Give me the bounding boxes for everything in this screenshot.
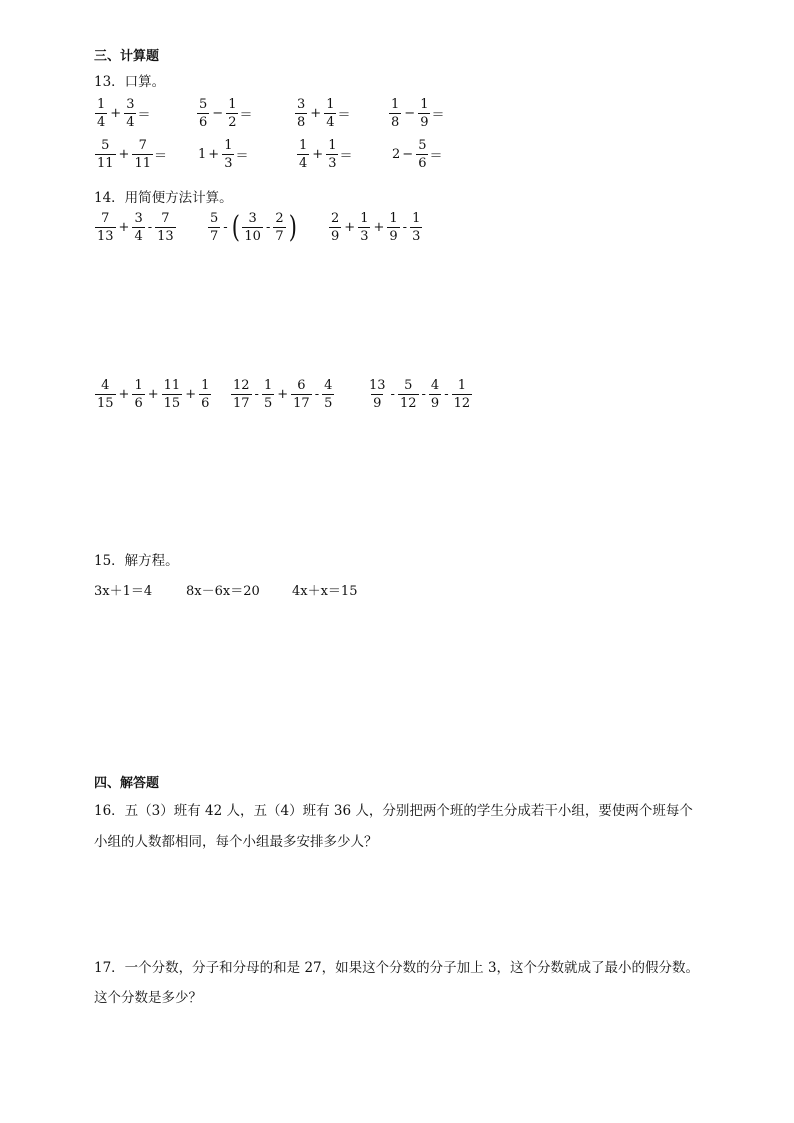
fraction: $\frac{1}{6}$ xyxy=(201,378,210,411)
simplify-expr-6: $\frac{13}{9}$ - $\frac{5}{12}$ - $\frac{4}{9}$ - $\frac{1}{12}$ xyxy=(369,378,471,411)
fraction: $\frac{7}{13}$ xyxy=(97,211,114,244)
fraction: $\frac{3}{10}$ xyxy=(244,211,261,244)
oral-calc-1: $\frac{1}{4}$ + $\frac{3}{4}$ ＝ xyxy=(97,97,151,130)
fraction: $\frac{4}{5}$ xyxy=(324,378,333,411)
fraction: $\frac{1}{3}$ xyxy=(412,211,421,244)
fraction: $\frac{4}{15}$ xyxy=(97,378,114,411)
fraction: $\frac{2}{7}$ xyxy=(275,211,284,244)
fraction: $\frac{4}{9}$ xyxy=(430,378,440,411)
fraction: $\frac{5}{7}$ xyxy=(210,211,219,244)
oral-calc-5: $\frac{5}{11}$ + $\frac{7}{11}$ ＝ xyxy=(97,138,168,171)
fraction: $\frac{11}{15}$ xyxy=(163,378,181,411)
fraction: $\frac{1}{2}$ xyxy=(228,97,237,130)
question-17-line-2: 这个分数是多少？ xyxy=(94,990,202,1006)
fraction: $\frac{3}{4}$ xyxy=(134,211,143,244)
oral-calc-2: $\frac{5}{6}$ − $\frac{1}{2}$ ＝ xyxy=(199,97,253,130)
question-17-line-1: 17．一个分数，分子和分母的和是 27，如果这个分数的分子加上 3，这个分数就成了最小的假分数。 xyxy=(94,960,700,976)
fraction: $\frac{1}{4}$ xyxy=(97,97,106,130)
simplify-expr-4: $\frac{4}{15}$ + $\frac{1}{6}$ + $\frac{11}{15}$ + $\frac{1}{6}$ xyxy=(97,378,210,411)
question-14-label: 14．用简便方法计算。 xyxy=(94,190,233,206)
section-title-word-problems: 四、解答题 xyxy=(94,776,160,791)
fraction: $\frac{1}{5}$ xyxy=(263,378,273,411)
fraction: $\frac{1}{4}$ xyxy=(326,97,335,130)
fraction: $\frac{1}{3}$ xyxy=(360,211,369,244)
simplify-expr-5: $\frac{12}{17}$ - $\frac{1}{5}$ + $\frac{6}{17}$ - $\frac{4}{5}$ xyxy=(233,378,333,411)
simplify-expr-1: $\frac{7}{13}$ + $\frac{3}{4}$ - $\frac{7}{13}$ xyxy=(97,211,174,244)
oral-calc-3: $\frac{3}{8}$ + $\frac{1}{4}$ ＝ xyxy=(297,97,351,130)
fraction: $\frac{7}{13}$ xyxy=(157,211,174,244)
oral-calc-4: $\frac{1}{8}$ − $\frac{1}{9}$ ＝ xyxy=(391,97,445,130)
oral-calc-6: 1 + $\frac{1}{3}$ ＝ xyxy=(198,138,249,171)
fraction: $\frac{6}{17}$ xyxy=(293,378,310,411)
fraction: $\frac{1}{4}$ xyxy=(299,138,308,171)
fraction: $\frac{3}{8}$ xyxy=(297,97,306,130)
fraction: $\frac{1}{12}$ xyxy=(453,378,471,411)
fraction: $\frac{5}{6}$ xyxy=(418,138,427,171)
fraction: $\frac{7}{11}$ xyxy=(134,138,151,171)
fraction: $\frac{1}{9}$ xyxy=(389,211,398,244)
fraction: $\frac{5}{12}$ xyxy=(399,378,417,411)
fraction: $\frac{12}{17}$ xyxy=(233,378,250,411)
oral-calc-8: 2 − $\frac{5}{6}$ ＝ xyxy=(392,138,443,171)
question-15-label: 15．解方程。 xyxy=(94,553,179,569)
equation-2: 8x－6x＝20 xyxy=(186,584,260,599)
question-16-line-1: 16．五（3）班有 42 人，五（4）班有 36 人，分别把两个班的学生分成若干小组，要使两个班每个 xyxy=(94,803,693,819)
left-parenthesis: ( xyxy=(231,209,240,245)
fraction: $\frac{1}{9}$ xyxy=(420,97,429,130)
question-16-line-2: 小组的人数都相同，每个小组最多安排多少人？ xyxy=(94,834,378,850)
fraction: $\frac{5}{6}$ xyxy=(199,97,208,130)
fraction: $\frac{3}{4}$ xyxy=(126,97,135,130)
simplify-expr-2: $\frac{5}{7}$ - ( $\frac{3}{10}$ - $\frac{2}{7}$ ) xyxy=(210,209,297,245)
right-parenthesis: ) xyxy=(288,209,297,245)
fraction: $\frac{13}{9}$ xyxy=(369,378,386,411)
fraction: $\frac{5}{11}$ xyxy=(97,138,114,171)
equation-1: 3x＋1＝4 xyxy=(94,584,153,599)
simplify-expr-3: $\frac{2}{9}$ + $\frac{1}{3}$ + $\frac{1}{9}$ - $\frac{1}{3}$ xyxy=(331,211,421,244)
equation-3: 4x＋x＝15 xyxy=(292,584,358,599)
fraction: $\frac{2}{9}$ xyxy=(331,211,340,244)
section-title-calculation: 三、计算题 xyxy=(94,49,160,64)
fraction: $\frac{1}{8}$ xyxy=(391,97,400,130)
question-13-label: 13．口算。 xyxy=(94,74,166,90)
fraction: $\frac{1}{6}$ xyxy=(134,378,143,411)
fraction: $\frac{1}{3}$ xyxy=(224,138,233,171)
fraction: $\frac{1}{3}$ xyxy=(328,138,337,171)
oral-calc-7: $\frac{1}{4}$ + $\frac{1}{3}$ ＝ xyxy=(299,138,353,171)
